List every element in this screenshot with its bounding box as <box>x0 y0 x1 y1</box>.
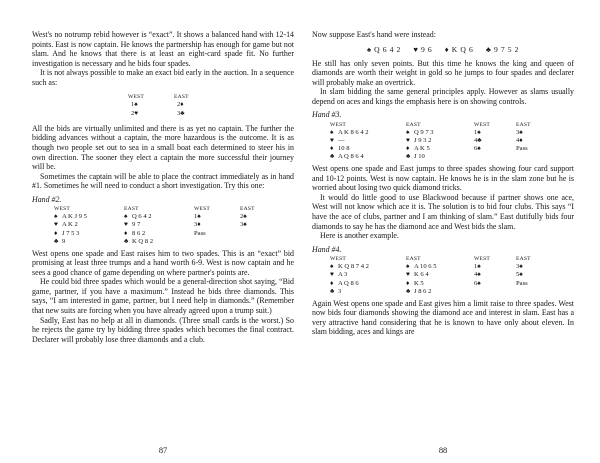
east-cards: Q 9 7 3 <box>414 128 434 136</box>
hand-label: Hand #3. <box>312 110 342 120</box>
hand-column-header: WEST <box>194 206 211 213</box>
hand-diagram <box>330 255 574 295</box>
suit-symbol-icon: ♥ <box>124 221 128 229</box>
auction-east-header: EAST <box>174 94 189 101</box>
east-bid <box>240 238 280 246</box>
suit-symbol-icon: ♦ <box>124 229 128 237</box>
paragraph: West's no notrump rebid however is “exact”. It shows a balanced hand with 12-14 points. East is now captain. He knows the partnership has enough for game but not slam. And he knows that there is at least an eight-card spade fit. No further investigation is necessary and he bids four spades. <box>32 30 294 68</box>
east-bid <box>240 230 280 238</box>
hand-column-header: WEST <box>474 121 491 128</box>
hand-diagram <box>330 121 574 161</box>
east-cards: A 10 6 5 <box>414 263 437 271</box>
suit-symbol-icon: ♦ <box>330 279 334 287</box>
west-bid: 4♠ <box>474 271 481 279</box>
hand-row <box>330 129 556 137</box>
suit-symbol-icon: ♠ <box>124 213 128 221</box>
east-bid <box>516 288 556 296</box>
west-bid: 6♠ <box>474 279 481 287</box>
west-bid: 1♠ <box>194 213 201 221</box>
hand-row <box>330 271 556 279</box>
west-bid: 3♦ <box>194 221 201 229</box>
paragraph: Sadly, East has no help at all in diamonds. (Three small cards is the worst.) So he rejects the game try by bidding three spades which becomes the final contract. Declarer will probably lose three diamonds and a club. <box>32 315 294 344</box>
suit-symbol-icon: ♥ <box>330 271 334 279</box>
suit-symbol-icon: ♠ <box>54 213 58 221</box>
west-bid: 6♠ <box>474 145 481 153</box>
east-cards: Q 6 4 2 <box>132 213 152 221</box>
suit-symbol-icon: ♣ <box>54 237 59 245</box>
east-cards: 8 6 2 <box>132 229 146 237</box>
hand-column-header: EAST <box>406 256 421 263</box>
east-bid <box>516 153 556 161</box>
hand-row <box>330 153 556 161</box>
hand-label: Hand #4. <box>312 244 342 254</box>
west-cards: J 7 5 3 <box>62 229 80 237</box>
hand-column-header: EAST <box>240 206 255 213</box>
west-bid: 1♠ <box>474 263 481 271</box>
suit-symbol-icon: ♦ <box>330 145 334 153</box>
paragraph: West opens one spade and East raises him to two spades. This is an “exact” bid promising at least three trumps and a hand worth 6-9. West is now captain and he sees a good chance of game depending on where partner's points are. <box>32 248 294 277</box>
west-bid: 1♠ <box>474 128 481 136</box>
west-cards: 3 <box>338 287 342 295</box>
hand-column-header: EAST <box>406 121 421 128</box>
east-cards: J 8 6 2 <box>414 287 432 295</box>
hand-row <box>330 280 556 288</box>
west-bid: 4♣ <box>474 137 482 145</box>
west-cards: 9 <box>62 237 66 245</box>
paragraph: All the bids are virtually unlimited and there is as yet no captain. The further the bidding advances without a captain, the more hazardous is the outcome. It is as though two people set out to sea in a small boat each determined to steer his in own direction. The sooner they elect a captain the more successful their journey will be. <box>32 123 294 172</box>
suit-symbol-icon: ♦ <box>54 229 58 237</box>
club-holding: ♣ 9 7 5 2 <box>485 44 520 54</box>
hand-column-header: WEST <box>330 256 347 263</box>
hand-label: Hand #2. <box>32 194 62 204</box>
spade-holding: ♠ Q 6 4 2 <box>366 44 401 54</box>
page-number: 88 <box>438 446 448 455</box>
hand-row <box>54 221 280 229</box>
paragraph: Sometimes the captain will be able to place the contract immediately as in hand #1. Sometimes he will need to conduct a short investigation. Try this one: <box>32 171 294 191</box>
hand-column-header: WEST <box>474 256 491 263</box>
west-cards: A K 8 6 4 2 <box>338 128 369 136</box>
west-cards: A Q 8 6 4 <box>338 153 364 161</box>
page-number: 87 <box>158 446 168 455</box>
east-cards: J 9 3 2 <box>414 137 432 145</box>
auction-west-header: WEST <box>128 94 145 101</box>
suit-symbol-icon: ♣ <box>124 237 129 245</box>
paragraph: It would do little good to use Blackwood because if partner shows one ace, West will not know which ace it is. The solution is to bid four clubs. This says “I have the ace of clubs, partner and I am thinking of slam.” East dutifully bids four diamonds to say he has the diamond ace and West bids the slam. <box>312 192 574 231</box>
west-bid: Pass <box>194 229 206 237</box>
auction-example <box>128 93 294 118</box>
paragraph: West opens one spade and East jumps to three spades showing four card support and 10-12 points. West is now captain. He knows he is in the slam zone but he is worried about losing two quick diamond tricks. <box>312 164 574 193</box>
paragraph: He could bid three spades which would be a general-direction shot saying, “Bid game, partner, if you have a maximum.” Instead he bids three diamonds. This says, “I am interested in game, partner, but I need help in diamonds.” (Remember that new suits are forcing when you have already agreed upon a trump suit.) <box>32 277 294 316</box>
suit-symbol-icon: ♦ <box>406 145 410 153</box>
suit-symbol-icon: ♠ <box>406 263 410 271</box>
auction-bid: 1♠ <box>131 101 138 109</box>
suit-symbol-icon: ♠ <box>330 263 334 271</box>
west-bid <box>194 238 240 246</box>
hand-row <box>330 263 556 271</box>
west-cards: — <box>338 137 345 145</box>
hand-column-header: EAST <box>516 121 531 128</box>
west-bid <box>474 153 516 161</box>
suit-symbol-icon: ♣ <box>406 287 411 295</box>
east-cards: J 10 <box>414 153 425 161</box>
west-cards: A 3 <box>338 271 348 279</box>
east-cards: A K 5 <box>414 145 430 153</box>
west-cards: A K 2 <box>62 221 78 229</box>
hand-column-header: WEST <box>54 206 71 213</box>
east-cards: K 5 <box>414 279 424 287</box>
hand-row <box>54 213 280 221</box>
hand-diagram <box>54 205 294 245</box>
paragraph: Again West opens one spade and East gives him a limit raise to three spades. West now bids four diamonds showing the diamond ace and interest in slam. East has a very attractive hand considering that he is known to have only about eleven. In slam bidding, aces and kings are <box>312 298 574 337</box>
hand-column-header: WEST <box>330 121 347 128</box>
east-bid: Pass <box>516 145 528 153</box>
paragraph: In slam bidding the same general principles apply. However as slams usually depend on aces and kings the emphasis here is on showing controls. <box>312 87 574 106</box>
left-page <box>32 30 294 455</box>
east-bid: 2♠ <box>240 213 247 221</box>
east-cards: K 6 4 <box>414 271 429 279</box>
suit-symbol-icon: ♥ <box>406 137 410 145</box>
suit-symbol-icon: ♥ <box>330 137 334 145</box>
suit-symbol-icon: ♥ <box>406 271 410 279</box>
suit-symbol-icon: ♠ <box>330 128 334 136</box>
auction-bid: 2♦ <box>177 101 184 109</box>
diamond-holding: ♦ K Q 6 <box>444 44 474 54</box>
right-page <box>312 30 574 455</box>
hand-row <box>54 230 280 238</box>
suit-symbol-icon: ♣ <box>330 153 335 161</box>
suit-symbol-icon: ♥ <box>54 221 58 229</box>
west-bid <box>474 288 516 296</box>
hand-column-header: EAST <box>516 256 531 263</box>
hand-row <box>54 238 280 246</box>
east-cards: K Q 8 2 <box>132 237 154 245</box>
paragraph: It is not always possible to make an exact bid early in the auction. In a sequence such as: <box>32 68 294 87</box>
suit-symbol-icon: ♣ <box>330 287 335 295</box>
hand-column-header: EAST <box>124 206 139 213</box>
paragraph: Here is another example. <box>320 231 399 241</box>
hand-row <box>330 145 556 153</box>
east-cards: 9 7 <box>132 221 141 229</box>
suit-symbol-icon: ♣ <box>406 153 411 161</box>
east-bid: 3♠ <box>240 221 247 229</box>
suit-symbol-icon: ♠ <box>406 128 410 136</box>
west-cards: K Q 8 7 4 2 <box>338 263 369 271</box>
auction-bid: 2♥ <box>131 109 139 117</box>
east-bid: 3♠ <box>516 128 523 136</box>
west-cards: 10 8 <box>338 145 350 153</box>
paragraph: Now suppose East's hand were instead: <box>312 30 436 39</box>
inline-hand <box>312 45 574 54</box>
west-cards: A K J 9 5 <box>62 213 87 221</box>
paragraph: He still has only seven points. But this time he knows the king and queen of diamonds are worth their weight in gold so he jumps to four spades and declarer will probably make an overtrick. <box>312 58 574 87</box>
west-cards: A Q 8 6 <box>338 279 359 287</box>
hand-row <box>330 137 556 145</box>
east-bid: 5♠ <box>516 271 523 279</box>
east-bid: 3♠ <box>516 263 523 271</box>
suit-symbol-icon: ♦ <box>406 279 410 287</box>
heart-holding: ♥ 9 6 <box>413 44 433 54</box>
auction-bid: 3♣ <box>177 109 185 117</box>
east-bid: 4♦ <box>516 137 523 145</box>
hand-row <box>330 288 556 296</box>
east-bid: Pass <box>516 279 528 287</box>
